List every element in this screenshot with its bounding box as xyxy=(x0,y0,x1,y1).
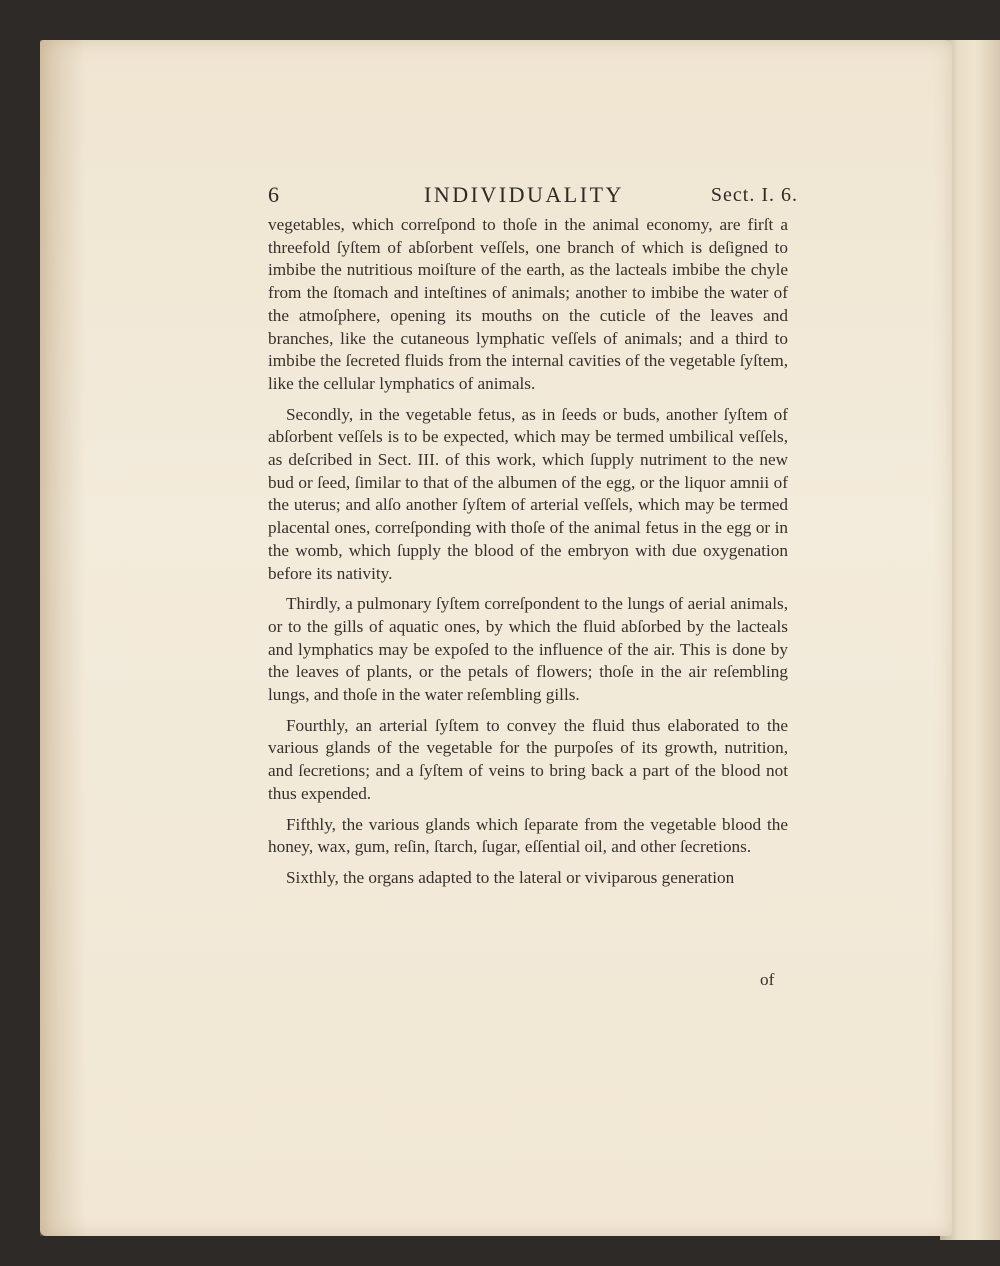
paragraph-4: Fourthly, an arterial ſyſtem to convey the fluid thus elaborated to the various glands of the vegetable for the purpoſes of its growth, nutrition, and ſecretions; and a ſyſtem of veins to bring back a part of the blood not thus expended. xyxy=(268,715,788,803)
paragraph-5: Fifthly, the various glands which ſeparate from the vegetable blood the honey, wax, gum, reſin, ſtarch, ſugar, eſſential oil, and other ſecretions. xyxy=(268,814,788,857)
section-reference: Sect. I. 6. xyxy=(710,184,798,206)
page-number: 6 xyxy=(268,182,279,207)
paragraph-2: Secondly, in the vegetable fetus, as in ſeeds or buds, another ſyſtem of abſorbent veſſels is to be expected, which may be termed umbilical veſſels, as deſcribed in Sect. III. of this work, which ſupply nutriment to the new bud or ſeed, ſimilar to that of the albumen of the egg, or the liquor amnii of the uterus; and alſo another ſyſtem of arterial veſſels, which may be termed placental ones, correſponding with thoſe of the animal fetus in the egg or in the womb, which ſupply the blood of the embryon with due oxygenation before its nativity. xyxy=(268,404,788,583)
running-title: INDIVIDUALITY xyxy=(424,182,624,207)
catchword: of xyxy=(760,970,775,989)
running-header xyxy=(268,182,798,212)
paragraph-3: Thirdly, a pulmonary ſyſtem correſpondent to the lungs of aerial animals, or to the gills of aquatic ones, by which the fluid abſorbed by the lacteals and lymphatics may be expoſed to the influence of the air. This is done by the leaves of plants, or the petals of flowers; thoſe in the air reſembling lungs, and thoſe in the water reſembling gills. xyxy=(268,594,788,705)
page-body xyxy=(268,214,788,898)
paragraph-1: vegetables, which correſpond to thoſe in the animal economy, are firſt a threefold ſyſtem of abſorbent veſſels, one branch of which is deſigned to imbibe the nutritious moiſture of the earth, as the lacteals imbibe the chyle from the ſtomach and inteſtines of animals; another to imbibe the water of the atmoſphere, opening its mouths on the cuticle of the leaves and branches, like the cutaneous lymphatic veſſels of animals; and a third to imbibe the ſecreted fluids from the internal cavities of the vegetable ſyſtem, like the cellular lymphatics of animals. xyxy=(268,215,788,393)
paragraph-6: Sixthly, the organs adapted to the lateral or viviparous generation xyxy=(286,867,735,887)
